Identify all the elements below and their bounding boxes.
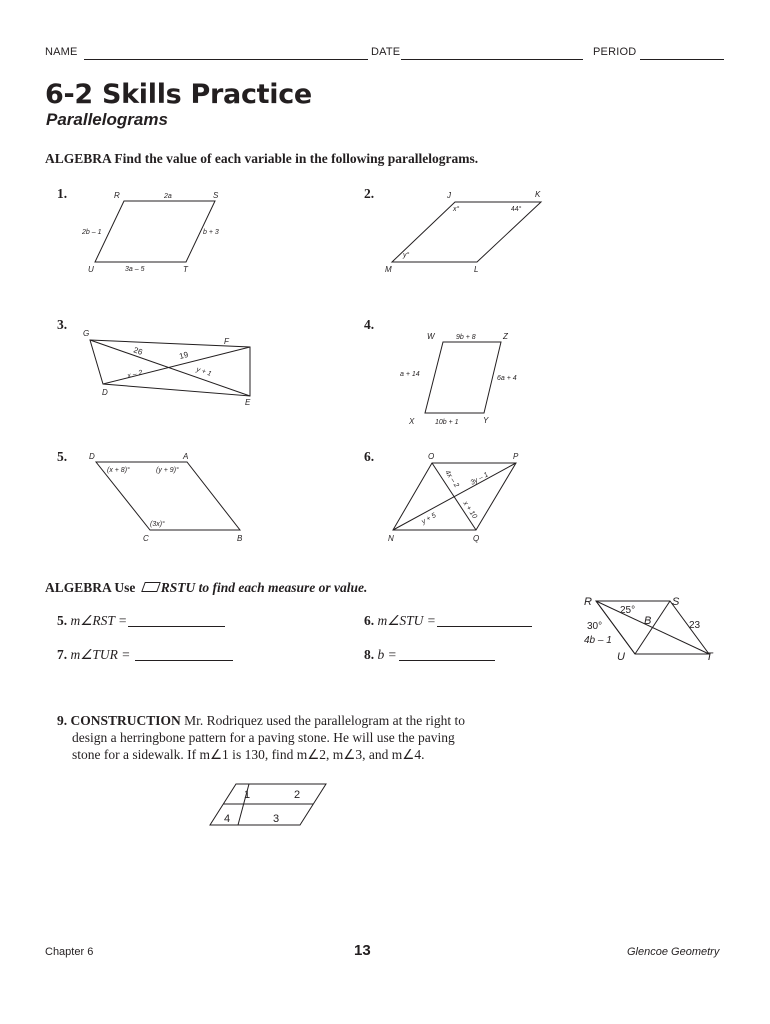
vertex-label: B <box>237 534 243 543</box>
figure-herringbone <box>210 784 326 825</box>
vertex-label: Q <box>473 534 480 543</box>
side-label: 2a <box>164 193 172 200</box>
problem-number: 2. <box>364 186 375 201</box>
figure-RSTU <box>584 596 714 663</box>
angle-label: (3x)° <box>150 521 165 528</box>
problem-9-line-2: design a herringbone pattern for a paving stone. He will use the paving <box>72 730 455 745</box>
page-number: 13 <box>354 942 371 959</box>
footer-chapter: Chapter 6 <box>45 946 94 958</box>
problem-number: 4. <box>364 317 375 332</box>
angle-label: 44° <box>511 206 522 213</box>
problem-9-line-1: 9. CONSTRUCTION Mr. Rodriquez used the parallelogram at the right to <box>57 713 465 728</box>
diagonal <box>90 340 250 396</box>
vertex-label: U <box>88 265 94 274</box>
vertex-label: C <box>143 534 149 543</box>
vertex-label: X <box>409 417 415 426</box>
page-title: 6-2 Skills Practice <box>45 79 312 110</box>
date-label: DATE <box>371 46 401 58</box>
vertex-label: W <box>427 332 435 341</box>
parallelogram-symbol <box>141 582 161 592</box>
diagonal <box>393 463 516 530</box>
vertex-label: S <box>672 596 680 608</box>
question-7: 7. m∠TUR = <box>57 647 131 662</box>
vertex-label: A <box>183 452 189 461</box>
side-label: 9b + 8 <box>456 334 476 341</box>
angle-number: 1 <box>244 789 251 801</box>
angle-number: 4 <box>224 813 231 825</box>
diagonal <box>635 601 670 654</box>
answer-line[interactable] <box>128 626 225 627</box>
section2-instruction: ALGEBRA Use RSTU to find each measure or value. <box>45 580 368 595</box>
side-label: 23 <box>689 620 701 631</box>
vertex-label: M <box>385 265 392 274</box>
answer-line[interactable] <box>437 626 532 627</box>
problem-number: 3. <box>57 317 68 332</box>
vertex-label: F <box>224 337 229 346</box>
figure-3-parallelogram <box>83 329 251 407</box>
vertex-label: D <box>102 388 108 397</box>
vertex-label: R <box>114 191 120 200</box>
answer-line[interactable] <box>399 660 495 661</box>
segment-label: 4x – 2 <box>443 469 460 489</box>
segment-label: 26 <box>132 345 144 357</box>
side-label: b + 3 <box>203 229 219 236</box>
parallelogram-RSTU <box>95 201 215 262</box>
vertex-label: L <box>474 265 479 274</box>
vertex-label: O <box>428 452 435 461</box>
question-8: 8. b = <box>364 647 397 662</box>
angle-label: 30° <box>587 621 603 632</box>
vertex-label: S <box>213 191 219 200</box>
vertex-label: J <box>447 191 451 200</box>
figure-1-parallelogram <box>81 191 219 274</box>
vertex-label: E <box>245 398 251 407</box>
vertex-label: D <box>89 452 95 461</box>
angle-label: x° <box>453 206 460 213</box>
page-subtitle: Parallelograms <box>46 110 168 129</box>
problem-number: 1. <box>57 186 68 201</box>
vertex-label: Z <box>503 332 508 341</box>
parallelogram-WZYX <box>425 342 501 413</box>
question-5: 5. m∠RST = <box>57 613 128 628</box>
vertex-label: R <box>584 596 592 608</box>
figure-4-parallelogram <box>400 332 517 426</box>
vertex-label: T <box>706 651 713 663</box>
section1-instruction: ALGEBRA Find the value of each variable in the following parallelograms. <box>45 151 479 166</box>
angle-label: (y + 9)° <box>156 467 179 474</box>
period-label: PERIOD <box>593 46 637 58</box>
segment-label: x – 2 <box>126 369 144 380</box>
vertex-label: K <box>535 190 541 199</box>
name-label: NAME <box>45 46 78 58</box>
angle-number: 2 <box>294 789 301 801</box>
segment-label: 19 <box>178 350 190 361</box>
figure-6-parallelogram <box>388 452 519 543</box>
answer-line[interactable] <box>135 660 233 661</box>
problem-9-line-3: stone for a sidewalk. If m∠1 is 130, find m∠2, m∠3, and m∠4. <box>72 747 425 762</box>
figure-2-parallelogram <box>385 190 541 274</box>
side-label: 2b – 1 <box>82 229 102 236</box>
vertex-label: U <box>617 651 625 663</box>
vertex-label: G <box>83 329 90 338</box>
segment-label: y + 5 <box>420 512 438 526</box>
segment-label: y + 1 <box>195 366 213 378</box>
side-label: 10b + 1 <box>435 419 459 426</box>
side-label: a + 14 <box>400 371 420 378</box>
vertex-label: Y <box>483 416 489 425</box>
question-6: 6. m∠STU = <box>364 613 436 628</box>
problem-number: 5. <box>57 449 68 464</box>
side-label: 4b – 1 <box>584 635 612 646</box>
figure-5-parallelogram <box>89 452 243 543</box>
vertex-label: N <box>388 534 394 543</box>
problem-number: 6. <box>364 449 375 464</box>
vertex-label: P <box>513 452 519 461</box>
angle-label: (x + 8)° <box>107 467 130 474</box>
vertex-label: B <box>644 615 652 627</box>
footer-book: Glencoe Geometry <box>627 946 720 958</box>
angle-label: y° <box>403 252 410 259</box>
segment-label: 3y – 1 <box>469 471 490 487</box>
side-label: 6a + 4 <box>497 375 517 382</box>
angle-label: 25° <box>620 605 636 616</box>
segment-label: x + 10 <box>461 500 478 521</box>
vertex-label: T <box>183 265 188 274</box>
side-label: 3a – 5 <box>125 266 145 273</box>
angle-number: 3 <box>273 813 280 825</box>
